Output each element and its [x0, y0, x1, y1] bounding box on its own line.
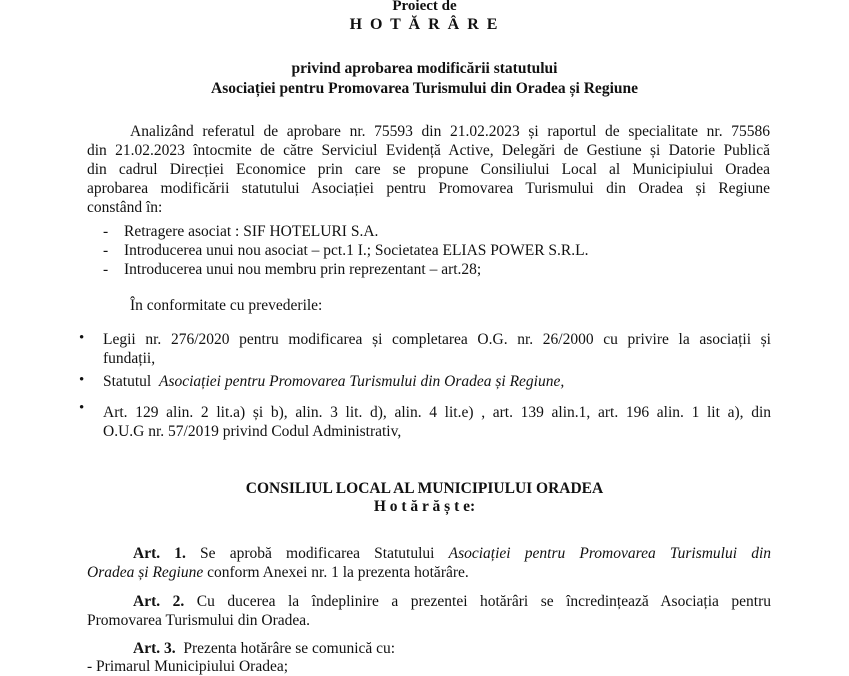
article-1-italic-2: Oradea și Regiune [87, 564, 204, 581]
bullet-icon: • [79, 330, 85, 346]
article-2-text: Cu ducerea la îndeplinire a prezentei hotărâri se încredințează Asociația pentru [196, 593, 771, 610]
article-1-italic: Asociației pentru Promovarea Turismului din [448, 545, 772, 562]
conformity-item-1-line-1: Legii nr. 276/2020 pentru modificarea și completarea O.G. nr. 26/2000 cu privire la asociații și [103, 331, 771, 348]
proiect-de-label: Proiect de [392, 0, 457, 14]
conformity-item-1-line-2: fundații, [103, 350, 156, 367]
dash-bullet: - [103, 261, 109, 278]
preamble-line-1: Analizând referatul de aprobare nr. 75593 din 21.02.2023 și raportul de specialitate nr. 75586 [130, 123, 770, 140]
conformity-item-3-line-1: Art. 129 alin. 2 lit.a) și b), alin. 3 lit. d), alin. 4 lit.e) , art. 139 alin.1, art. 196 alin. 1 lit a), din [103, 404, 771, 421]
article-1-line-1 [133, 545, 771, 563]
document-title: H O T Ă R Â R E [349, 16, 500, 33]
subject-line-1: privind aprobarea modificării statutului [291, 60, 558, 77]
article-1-label: Art. 1. [133, 545, 186, 562]
bullet-icon: • [79, 372, 85, 388]
article-2-line-2: Promovarea Turismului din Oradea. [87, 612, 311, 629]
dash-item-1: Retragere asociat : SIF HOTELURI S.A. [124, 223, 379, 240]
council-title: CONSILIUL LOCAL AL MUNICIPIULUI ORADEA [245, 480, 604, 497]
conformity-item-2 [103, 373, 564, 391]
bullet-icon: • [79, 400, 85, 416]
conformity-intro: În conformitate cu prevederile: [130, 297, 323, 314]
article-3-line-1 [133, 640, 395, 658]
article-3-text: Prezenta hotărâre se comunică cu: [183, 640, 396, 657]
council-decides: H o t ă r ă ș t e: [373, 498, 476, 515]
subject-line-2: Asociației pentru Promovarea Turismului din Oradea și Regiune [211, 80, 638, 97]
dash-item-3: Introducerea unui nou membru prin reprezentant – art.28; [124, 261, 482, 278]
conformity-item-2-prefix: Statutul [103, 373, 152, 390]
preamble-line-5: constând în: [87, 199, 163, 216]
dash-bullet: - [103, 223, 109, 240]
preamble-line-3: din cadrul Direcției Economice prin care se propune Consiliului Local al Municipiului Oradea [87, 161, 770, 178]
article-2-label: Art. 2. [133, 593, 185, 610]
dash-item-2: Introducerea unui nou asociat – pct.1 I.; Societatea ELIAS POWER S.R.L. [124, 242, 589, 259]
article-3-item-1: - Primarul Municipiului Oradea; [87, 658, 289, 675]
article-1-line-2 [87, 564, 469, 582]
conformity-item-2-italic: Asociației pentru Promovarea Turismului din Oradea și Regiune, [158, 373, 565, 390]
preamble-line-2: din 21.02.2023 întocmite de către Serviciul Evidență Active, Delegări de Gestiune și Datorie Publică [87, 142, 770, 159]
preamble-line-4: aprobarea modificării statutului Asociației pentru Promovarea Turismului din Oradea și Regiune [87, 180, 770, 197]
dash-bullet: - [103, 242, 109, 259]
conformity-item-3-line-2: O.U.G nr. 57/2019 privind Codul Administrativ, [103, 423, 402, 440]
article-1-text-2: conform Anexei nr. 1 la prezenta hotărâre. [207, 564, 469, 581]
article-3-label: Art. 3. [133, 640, 176, 657]
article-1-text: Se aprobă modificarea Statutului [200, 545, 435, 562]
article-2-line-1 [133, 593, 771, 611]
